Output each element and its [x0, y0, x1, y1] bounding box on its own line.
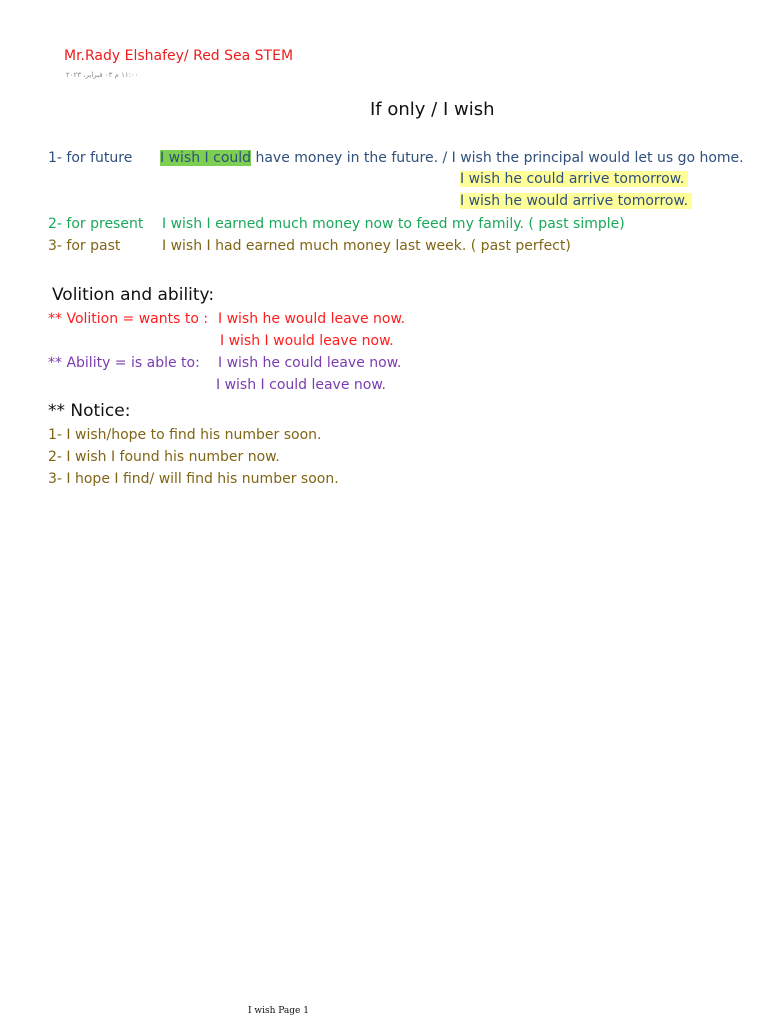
future-example-1	[160, 150, 744, 166]
past-label: 3- for past	[48, 238, 121, 254]
present-label: 2- for present	[48, 216, 144, 232]
ability-label: ** Ability = is able to:	[48, 355, 200, 371]
notice-heading: ** Notice:	[48, 401, 131, 421]
past-example: I wish I had earned much money last week. ( past perfect)	[162, 238, 571, 254]
future-highlight: I wish I could	[160, 150, 252, 166]
present-example: I wish I earned much money now to feed my family. ( past simple)	[162, 216, 625, 232]
future-label: 1- for future	[48, 150, 133, 166]
ability-example-1: I wish he could leave now.	[218, 355, 402, 371]
ability-example-2: I wish I could leave now.	[216, 377, 386, 393]
notice-item: 2- I wish I found his number now.	[48, 449, 280, 465]
volition-label: ** Volition = wants to :	[48, 311, 209, 327]
timestamp: ١١:٠٠ م ٠٣ فبراير، ٢٠٢٣	[66, 71, 139, 79]
future-example-3: I wish he would arrive tomorrow.	[460, 193, 692, 209]
notice-item: 1- I wish/hope to find his number soon.	[48, 427, 322, 443]
volition-heading: Volition and ability:	[52, 285, 215, 305]
author-line: Mr.Rady Elshafey/ Red Sea STEM	[64, 48, 294, 64]
future-rest: have money in the future. / I wish the principal would let us go home.	[251, 150, 744, 166]
volition-example-1: I wish he would leave now.	[218, 311, 406, 327]
page-title: If only / I wish	[370, 99, 495, 120]
future-example-2: I wish he could arrive tomorrow.	[460, 171, 688, 187]
notice-item: 3- I hope I find/ will find his number soon.	[48, 471, 339, 487]
volition-example-2: I wish I would leave now.	[220, 333, 394, 349]
page-footer: I wish Page 1	[248, 1006, 309, 1016]
